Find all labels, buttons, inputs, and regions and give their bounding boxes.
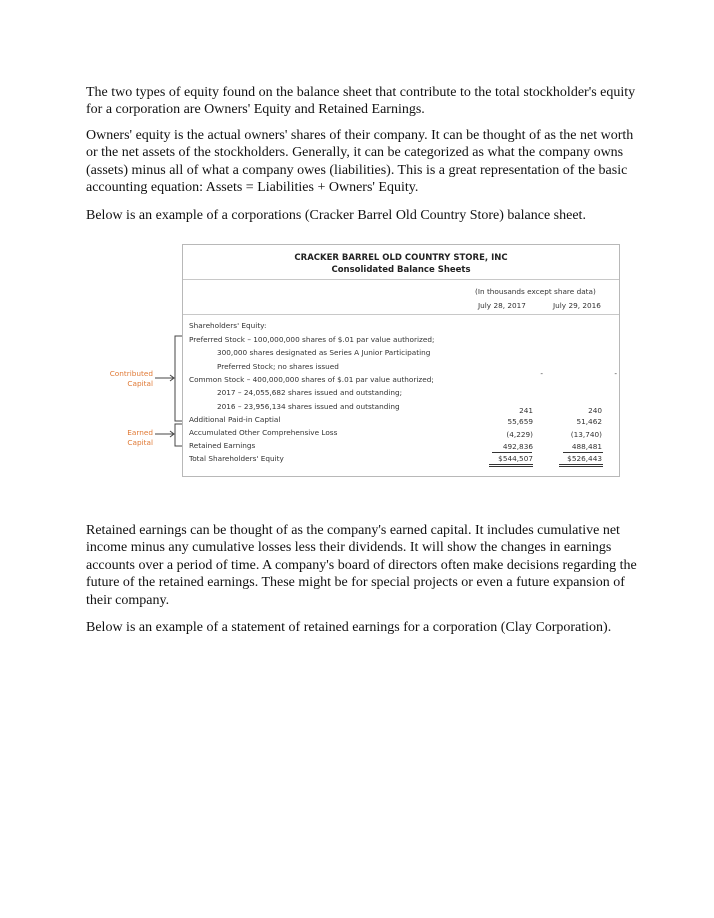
row-shareholders-equity: Shareholders' Equity:: [189, 321, 267, 330]
balance-sheet-figure: [182, 244, 620, 477]
value-aocl-2017: (4,229): [506, 430, 533, 439]
double-underline: [559, 464, 603, 465]
paragraph-retained-statement-intro: Below is an example of a statement of retained earnings for a corporation (Clay Corporation).: [86, 620, 612, 635]
value-apic-2017: 55,659: [507, 417, 533, 426]
row-common-2017: 2017 – 24,055,682 shares issued and outstanding;: [217, 388, 403, 397]
value-total-2016: $526,443: [567, 454, 602, 463]
column-header-2017: July 28, 2017: [478, 301, 526, 310]
value-common-2017: 241: [519, 406, 533, 415]
underline: [492, 452, 532, 453]
paragraph-retained-earnings: Retained earnings can be thought of as the company's earned capital. It includes cumulative net income minus any cumulative losses less their dividends. It will show the changes in earnings accounts over a period of time. A company's board of directors often make decisions regarding the future of the retained earnings. These might be for special projects or even a future expansion of their company.: [86, 523, 637, 608]
row-total-equity: Total Shareholders' Equity: [189, 454, 284, 463]
value-common-2016: 240: [588, 406, 602, 415]
value-preferred-2017: -: [540, 369, 543, 378]
row-apic: Additional Paid-in Captial: [189, 415, 281, 424]
value-re-2016: 488,481: [571, 442, 602, 451]
underline: [563, 452, 603, 453]
balance-sheet-title: CRACKER BARREL OLD COUNTRY STORE, INC: [294, 253, 508, 263]
row-preferred-stock: Preferred Stock – 100,000,000 shares of $.01 par value authorized;: [189, 335, 435, 344]
divider: [183, 314, 619, 315]
balance-sheet-subtitle: Consolidated Balance Sheets: [331, 265, 471, 275]
contributed-label-line1: Contributed: [109, 369, 153, 378]
value-apic-2016: 51,462: [576, 417, 602, 426]
column-header-2016: July 29, 2016: [553, 301, 601, 310]
row-common-2016: 2016 – 23,956,134 shares issued and outstanding: [217, 402, 400, 411]
row-preferred-none-issued: Preferred Stock; no shares issued: [217, 362, 339, 371]
paragraph-owners-equity: Owners' equity is the actual owners' shares of their company. It can be thought of as the net worth or the net assets of the stockholders. Generally, it can be categorized as what the company owns (assets) minus all of what a company owes (liabilities). This is a great representation of the basic accounting equation: Assets = Liabilities + Owners' Equity.: [86, 128, 634, 196]
double-underline: [489, 464, 533, 465]
earned-label-line1: Earned: [127, 428, 153, 437]
contributed-label-line2: Capital: [127, 379, 153, 388]
double-underline: [559, 466, 603, 467]
paragraph-balance-sheet-intro: Below is an example of a corporations (Cracker Barrel Old Country Store) balance sheet.: [86, 208, 586, 223]
row-aocl: Accumulated Other Comprehensive Loss: [189, 428, 338, 437]
row-common-stock: Common Stock – 400,000,000 shares of $.01 par value authorized;: [189, 375, 434, 384]
units-note: (In thousands except share data): [475, 287, 596, 296]
value-re-2017: 492,836: [502, 442, 533, 451]
earned-label-line2: Capital: [127, 438, 153, 447]
paragraph-equity-types: The two types of equity found on the balance sheet that contribute to the total stockholder's equity for a corporation are Owners' Equity and Retained Earnings.: [86, 85, 636, 118]
double-underline: [489, 466, 533, 467]
value-preferred-2016: -: [614, 369, 617, 378]
value-aocl-2016: (13,740): [570, 430, 602, 439]
divider: [183, 279, 619, 280]
value-total-2017: $544,507: [498, 454, 533, 463]
row-retained-earnings: Retained Earnings: [189, 441, 256, 450]
row-preferred-designated: 300,000 shares designated as Series A Junior Participating: [217, 348, 431, 357]
